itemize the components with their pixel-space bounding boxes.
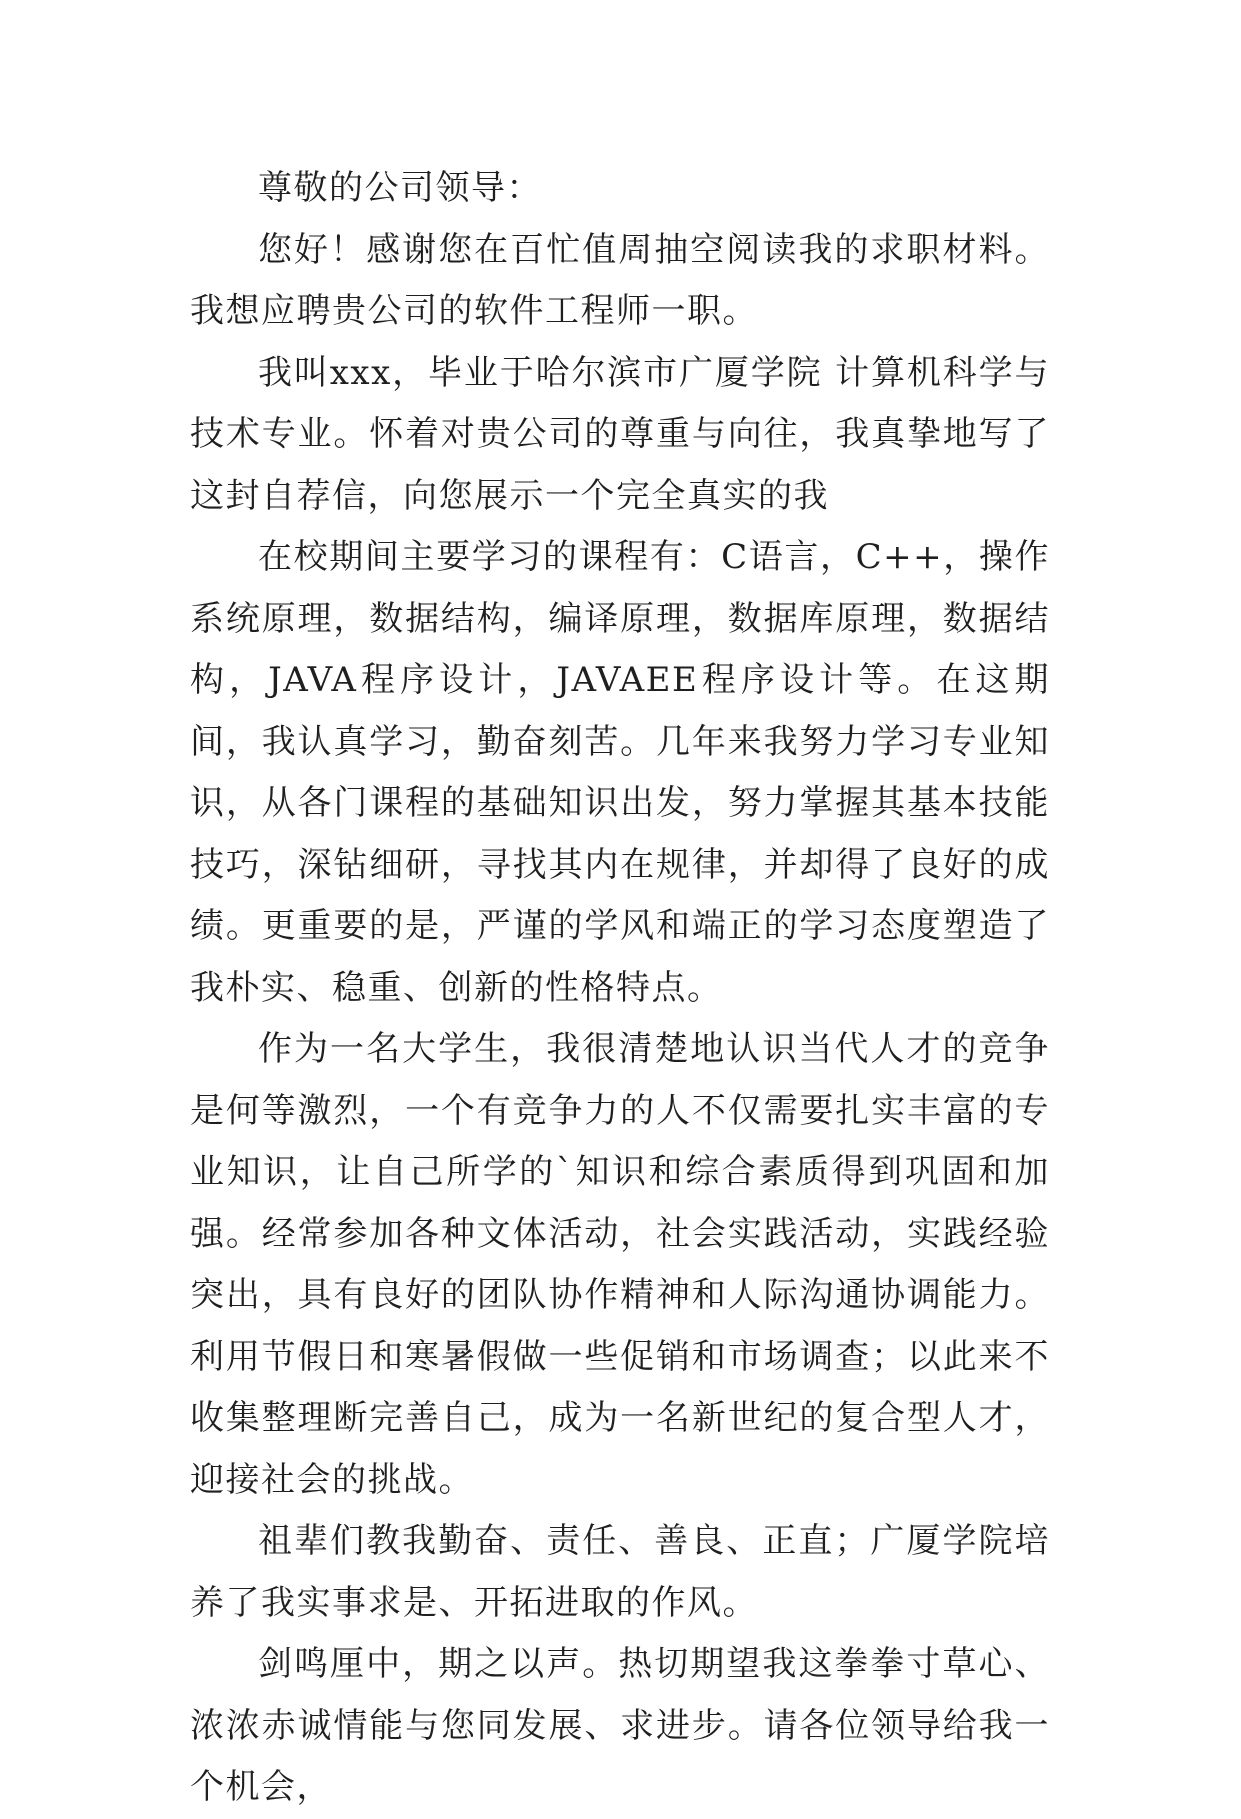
paragraph-greeting: 您好！感谢您在百忙值周抽空阅读我的求职材料。我想应聘贵公司的软件工程师一职。: [190, 229, 1050, 331]
paragraph-courses: 在校期间主要学习的课程有：C语言，C++，操作系统原理，数据结构，编译原理，数据库原理，数据结构，JAVA程序设计，JAVAEE程序设计等。在这期间，我认真学习，勤奋刻苦。几年来我努力学习专业知识，从各门课程的基础知识出发，努力掌握其基本技能技巧，深钻细研，寻找其内在规律，并却得了良好的成绩。更重要的是，严谨的学风和端正的学习态度塑造了我朴实、稳重、创新的性格特点。: [190, 537, 1050, 1008]
salutation: 尊敬的公司领导：: [258, 168, 542, 208]
paragraph-upbringing: 祖辈们教我勤奋、责任、善良、正直；广厦学院培养了我实事求是、开拓进取的作风。: [190, 1521, 1050, 1623]
paragraph-introduction: 我叫xxx，毕业于哈尔滨市广厦学院 计算机科学与技术专业。怀着对贵公司的尊重与向往，我真挚地写了这封自荐信，向您展示一个完全真实的我: [190, 352, 1050, 516]
paragraph-activities: 作为一名大学生，我很清楚地认识当代人才的竞争是何等激烈，一个有竞争力的人不仅需要扎实丰富的专业知识，让自己所学的`知识和综合素质得到巩固和加强。经常参加各种文体活动，社会实践活动，实践经验突出，具有良好的团队协作精神和人际沟通协调能力。利用节假日和寒暑假做一些促销和市场调查；以此来不收集整理断完善自己，成为一名新世纪的复合型人才，迎接社会的挑战。: [190, 1029, 1050, 1500]
letter-body: [190, 158, 1050, 1819]
paragraph-closing: 剑鸣厘中，期之以声。热切期望我这拳拳寸草心、浓浓赤诚情能与您同发展、求进步。请各位领导给我一个机会，: [190, 1644, 1050, 1807]
